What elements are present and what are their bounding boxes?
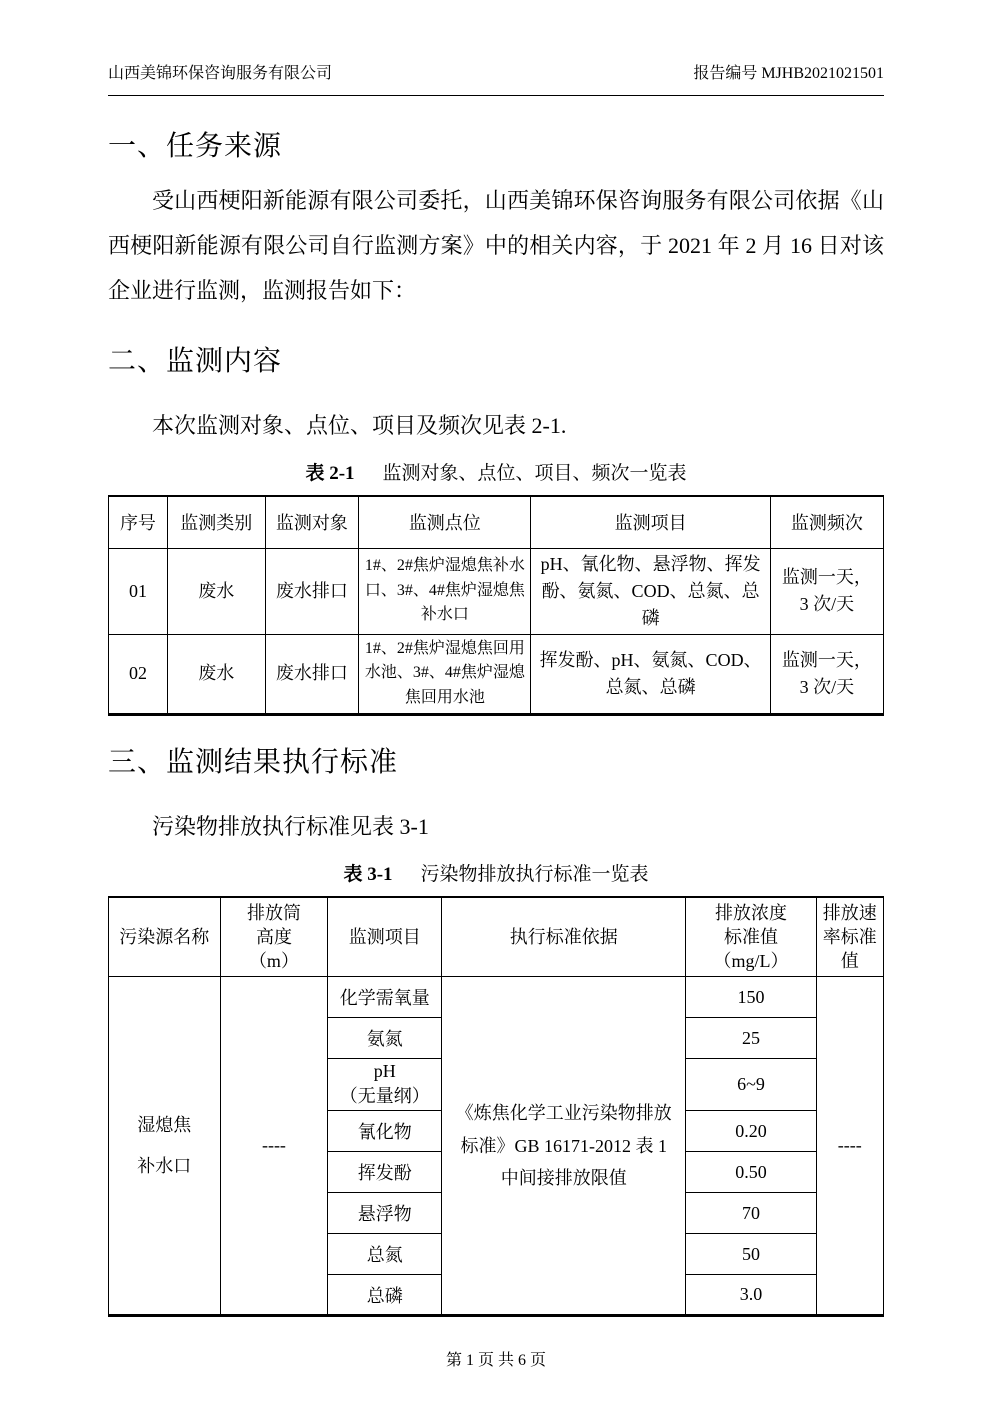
table-header-row xyxy=(109,496,884,548)
cell-category: 废水 xyxy=(167,634,265,714)
paragraph-monitoring-intro: 本次监测对象、点位、项目及频次见表 2-1. xyxy=(152,413,567,438)
cell-item-value: 50 xyxy=(686,1234,816,1275)
cell-item-name: 氨氮 xyxy=(328,1018,442,1059)
cell-item-value: 150 xyxy=(686,977,816,1018)
cell-items: 挥发酚、pH、氨氮、COD、总氮、总磷 xyxy=(531,634,770,714)
column-header-rate: 排放速 率标准 值 xyxy=(816,897,883,977)
table-row xyxy=(109,548,884,634)
company-name: 山西美锦环保咨询服务有限公司 xyxy=(108,65,333,82)
column-header-object: 监测对象 xyxy=(265,496,359,548)
paragraph-task-source: 受山西梗阳新能源有限公司委托，山西美锦环保咨询服务有限公司依据《山西梗阳新能源有限公司自行监测方案》中的相关内容，于 2021 年 2 月 16 日对该企业进行监测，监测报告如下： xyxy=(108,188,884,303)
cell-item-value: 3.0 xyxy=(686,1275,816,1316)
cell-item-name: 化学需氧量 xyxy=(328,977,442,1018)
cell-standard-basis: 《炼焦化学工业污染物排放标准》GB 16171-2012 表 1 中间接排放限值 xyxy=(442,977,686,1316)
cell-item-value: 70 xyxy=(686,1193,816,1234)
column-header-no: 序号 xyxy=(109,496,168,548)
monitoring-overview-table xyxy=(108,495,884,716)
cell-object: 废水排口 xyxy=(265,548,359,634)
page-footer: 第 1 页 共 6 页 xyxy=(445,1352,546,1370)
table-2-1-caption-label: 表 2-1 xyxy=(305,463,355,484)
section-title-monitoring-content: 二、监测内容 xyxy=(108,346,283,377)
table-2-1-caption xyxy=(108,458,884,485)
cell-stack-height: ---- xyxy=(220,977,328,1316)
paragraph-standards-intro: 污染物排放执行标准见表 3-1 xyxy=(152,813,429,839)
cell-item-name: 挥发酚 xyxy=(328,1152,442,1193)
cell-no: 01 xyxy=(109,548,168,634)
cell-category: 废水 xyxy=(167,548,265,634)
cell-no: 02 xyxy=(109,634,168,714)
table-3-1-caption xyxy=(108,859,884,886)
column-header-standard: 执行标准依据 xyxy=(442,897,686,977)
cell-item-name: 氰化物 xyxy=(328,1111,442,1152)
column-header-category: 监测类别 xyxy=(167,496,265,548)
cell-item-value: 0.20 xyxy=(686,1111,816,1152)
report-number: 报告编号 MJHB2021021501 xyxy=(693,65,884,82)
section-title-standards: 三、监测结果执行标准 xyxy=(108,746,399,778)
section-title-task-source: 一、任务来源 xyxy=(108,131,283,162)
column-header-concentration: 排放浓度 标准值（mg/L） xyxy=(686,897,816,977)
column-header-frequency: 监测频次 xyxy=(770,496,883,548)
cell-points: 1#、2#焦炉湿熄焦回用水池、3#、4#焦炉湿熄焦回用水池 xyxy=(359,634,531,714)
table-row xyxy=(109,977,884,1018)
cell-frequency: 监测一天， 3 次/天 xyxy=(770,548,883,634)
table-3-1-caption-label: 表 3-1 xyxy=(343,863,393,885)
column-header-stack-height: 排放筒 高度 （m） xyxy=(220,897,328,977)
column-header-items: 监测项目 xyxy=(531,496,770,548)
cell-item-name: 总氮 xyxy=(328,1234,442,1275)
cell-item-name: pH （无量纲） xyxy=(328,1059,442,1111)
cell-rate-value: ---- xyxy=(816,977,883,1316)
table-header-row xyxy=(109,897,884,977)
cell-source-name: 湿熄焦 补水口 xyxy=(109,977,221,1316)
table-2-1-caption-text: 监测对象、点位、项目、频次一览表 xyxy=(382,463,687,484)
table-3-1-caption-text: 污染物排放执行标准一览表 xyxy=(420,863,649,885)
cell-item-value: 0.50 xyxy=(686,1152,816,1193)
cell-items: pH、氰化物、悬浮物、挥发酚、氨氮、COD、总氮、总磷 xyxy=(531,548,770,634)
cell-item-name: 悬浮物 xyxy=(328,1193,442,1234)
cell-frequency: 监测一天， 3 次/天 xyxy=(770,634,883,714)
column-header-item: 监测项目 xyxy=(328,897,442,977)
cell-object: 废水排口 xyxy=(265,634,359,714)
cell-item-value: 25 xyxy=(686,1018,816,1059)
column-header-points: 监测点位 xyxy=(359,496,531,548)
standards-table xyxy=(108,896,884,1318)
cell-item-value: 6~9 xyxy=(686,1059,816,1111)
column-header-source: 污染源名称 xyxy=(109,897,221,977)
page-header xyxy=(108,0,884,96)
cell-points: 1#、2#焦炉湿熄焦补水口、3#、4#焦炉湿熄焦补水口 xyxy=(359,548,531,634)
table-row xyxy=(109,634,884,714)
cell-item-name: 总磷 xyxy=(328,1275,442,1316)
